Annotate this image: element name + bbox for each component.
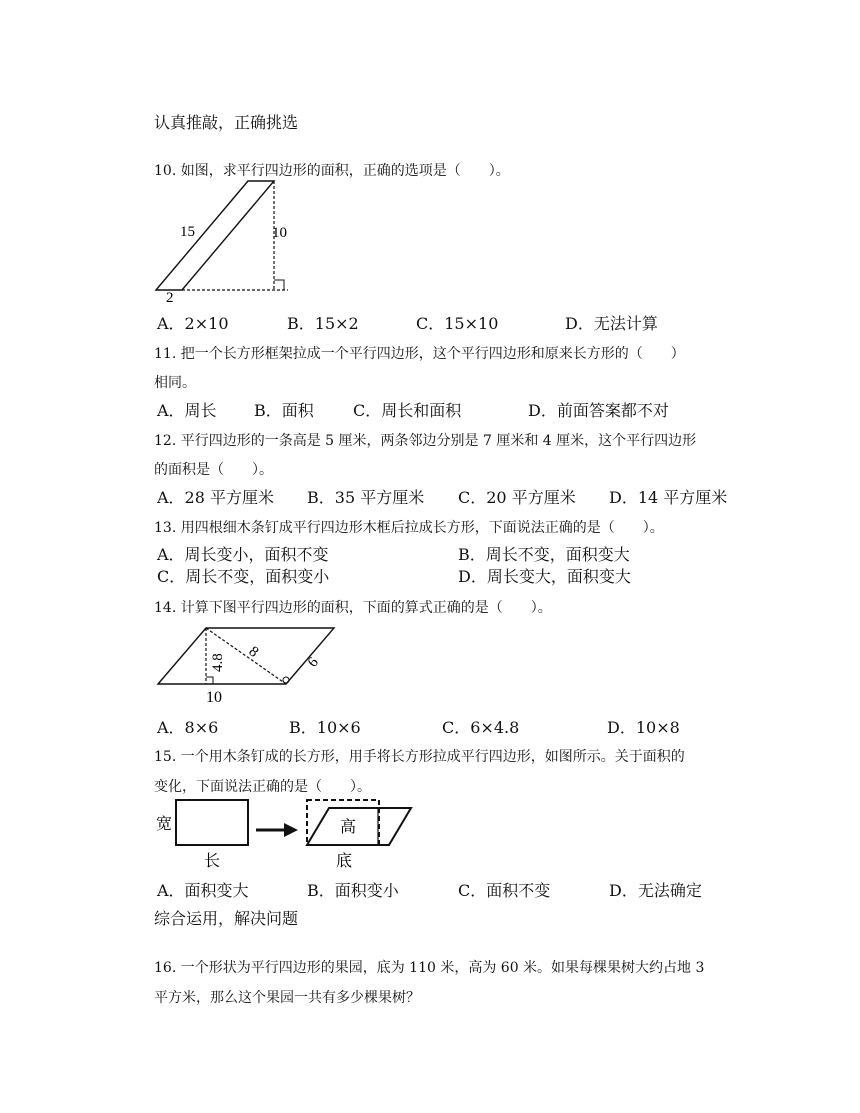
q15-transform-figure bbox=[152, 796, 422, 874]
q10-option-c[interactable]: C．15×10 bbox=[416, 314, 499, 333]
q15-parallelogram bbox=[307, 808, 411, 845]
q15-rectangle bbox=[176, 800, 248, 845]
q14-option-b[interactable]: B．10×6 bbox=[289, 718, 361, 737]
q12-option-c[interactable]: C．20 平方厘米 bbox=[458, 488, 576, 507]
question-14: 14. 计算下图平行四边形的面积，下面的算式正确的是（ ）。 bbox=[154, 600, 552, 616]
q14-diagonal-label: 8 bbox=[245, 643, 262, 661]
q10-right-angle-mark bbox=[274, 280, 284, 290]
q10-option-d[interactable]: D．无法计算 bbox=[565, 314, 658, 333]
q12-option-d[interactable]: D．14 平方厘米 bbox=[609, 488, 728, 507]
q10-option-b[interactable]: B．15×2 bbox=[287, 314, 359, 333]
q15-option-b[interactable]: B．面积变小 bbox=[307, 881, 399, 900]
question-13: 13. 用四根细木条钉成平行四边形木框后拉成长方形，下面说法正确的是（ ）。 bbox=[154, 520, 664, 536]
q11-option-b[interactable]: B．面积 bbox=[254, 401, 314, 420]
question-10: 10. 如图，求平行四边形的面积，正确的选项是（ ）。 bbox=[154, 163, 510, 179]
q14-option-c[interactable]: C．6×4.8 bbox=[442, 718, 520, 737]
q15-option-d[interactable]: D．无法确定 bbox=[609, 881, 702, 900]
q13-option-a[interactable]: A．周长变小，面积不变 bbox=[157, 545, 329, 564]
q14-base-label: 10 bbox=[206, 689, 222, 706]
q13-option-d[interactable]: D．周长变大，面积变大 bbox=[458, 567, 631, 586]
q14-height-label: 4.8 bbox=[210, 653, 226, 672]
q14-right-angle-mark bbox=[206, 677, 213, 684]
q15-arrow-head bbox=[284, 823, 298, 837]
q10-side-label: 15 bbox=[180, 224, 195, 240]
q12-option-b[interactable]: B．35 平方厘米 bbox=[307, 488, 425, 507]
q10-parallelogram bbox=[156, 181, 274, 290]
q11-option-c[interactable]: C．周长和面积 bbox=[353, 401, 462, 420]
q14-parallelogram-figure bbox=[152, 620, 342, 708]
section-title-2: 综合运用，解决问题 bbox=[154, 909, 299, 928]
q10-height-label: 10 bbox=[272, 225, 287, 241]
q10-parallelogram-figure bbox=[152, 176, 302, 304]
q11-option-d[interactable]: D．前面答案都不对 bbox=[528, 401, 669, 420]
q11-option-a[interactable]: A．周长 bbox=[157, 401, 217, 420]
q15-option-a[interactable]: A．面积变大 bbox=[157, 881, 249, 900]
question-11-line2: 相同。 bbox=[154, 375, 196, 391]
q10-option-a[interactable]: A．2×10 bbox=[157, 314, 229, 333]
section-title: 认真推敲，正确挑选 bbox=[154, 113, 299, 132]
q14-option-a[interactable]: A．8×6 bbox=[157, 718, 219, 737]
question-12-line1: 12. 平行四边形的一条高是 5 厘米，两条邻边分别是 7 厘米和 4 厘米，这个平行四边形 bbox=[154, 433, 697, 449]
question-15-line2: 变化，下面说法正确的是（ ）。 bbox=[154, 779, 371, 795]
q10-base-label: 2 bbox=[166, 290, 174, 304]
question-15-line1: 15. 一个用木条钉成的长方形，用手将长方形拉成平行四边形，如图所示。关于面积的 bbox=[154, 749, 685, 765]
question-16-line1: 16. 一个形状为平行四边形的果园，底为 110 米，高为 60 米。如果每棵果树大约占地 3 bbox=[154, 960, 705, 976]
q14-side-label: 6 bbox=[304, 654, 322, 671]
q12-option-a[interactable]: A．28 平方厘米 bbox=[157, 488, 275, 507]
q14-option-d[interactable]: D．10×8 bbox=[607, 718, 680, 737]
q14-angle-mark bbox=[283, 677, 289, 683]
question-11-line1: 11. 把一个长方形框架拉成一个平行四边形，这个平行四边形和原来长方形的（ ） bbox=[154, 346, 685, 362]
q15-length-label: 长 bbox=[204, 853, 221, 870]
question-16-line2: 平方米，那么这个果园一共有多少棵果树？ bbox=[154, 990, 420, 1006]
question-12-line2: 的面积是（ ）。 bbox=[154, 462, 273, 478]
q15-height-label: 高 bbox=[340, 819, 357, 836]
q13-option-b[interactable]: B．周长不变，面积变大 bbox=[458, 545, 630, 564]
q13-option-c[interactable]: C．周长不变，面积变小 bbox=[157, 567, 330, 586]
q15-option-c[interactable]: C．面积不变 bbox=[458, 881, 551, 900]
q15-width-label: 宽 bbox=[156, 816, 173, 833]
q15-base-label: 底 bbox=[336, 853, 353, 870]
